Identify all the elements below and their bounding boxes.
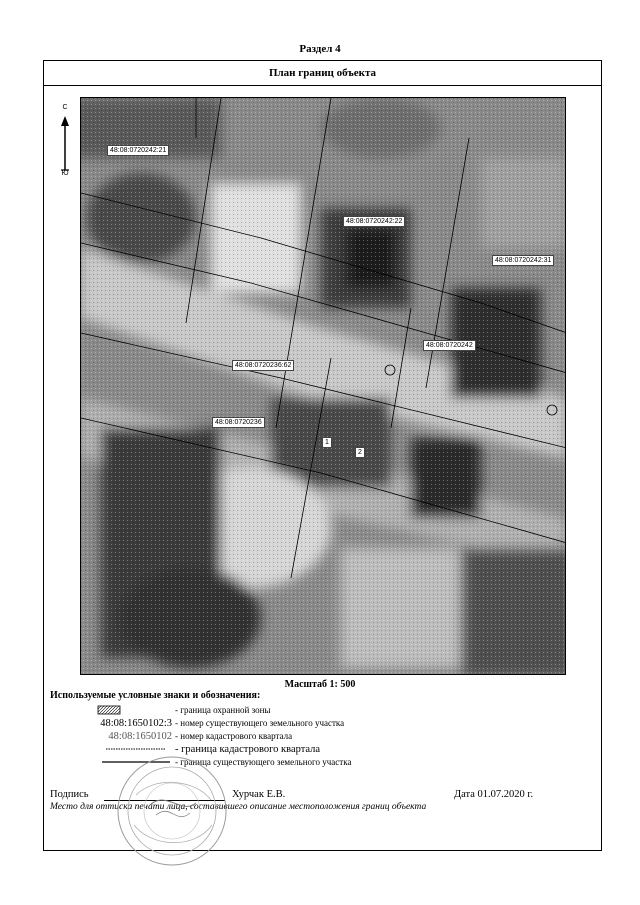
map-scale: Масштаб 1: 500: [284, 679, 356, 690]
north-arrow-icon: [57, 116, 73, 176]
legend-text: - номер существующего земельного участка: [175, 718, 345, 728]
legend-text: - номер кадастрового квартала: [175, 731, 293, 741]
point-mark: 2: [355, 447, 365, 458]
protection-zone-symbol: [46, 704, 178, 717]
legend-title: Используемые условные знаки и обозначения:: [50, 690, 261, 701]
legend-text: - граница существующего земельного участка: [175, 757, 352, 767]
compass-north-label: С: [62, 104, 68, 111]
parcel-label: 48:08:0720242: [423, 340, 476, 351]
legend-item: [46, 743, 476, 756]
legend-item: [46, 717, 476, 730]
parcel-label: 48:08:0720236:62: [232, 360, 294, 371]
parcel-label: 48:08:0720242:31: [492, 255, 554, 266]
quarter-number-symbol: 48:08:1650102: [108, 731, 172, 742]
signer-name: Хурчак Е.В.: [232, 789, 286, 800]
legend-item: [46, 730, 476, 743]
legend-item: [46, 704, 476, 717]
parcel-label: 48:08:0720236: [212, 417, 265, 428]
compass: [57, 104, 73, 180]
legend-item: [46, 756, 476, 769]
legend-text: - граница кадастрового квартала: [175, 744, 321, 755]
signature-date: Дата 01.07.2020 г.: [454, 789, 534, 800]
seal-stamp-icon: [116, 755, 228, 867]
point-mark: 1: [322, 437, 332, 448]
frame-title: План границ объекта: [44, 61, 601, 86]
legend-text: - граница охранной зоны: [175, 705, 271, 715]
parcel-label: 48:08:0720242:21: [107, 145, 169, 156]
signature-label: Подпись: [50, 789, 89, 800]
stamp-note: Место для оттиска печати лица, составившего описание местоположения границ объекта: [50, 802, 427, 812]
aerial-photo: [81, 98, 566, 675]
aerial-map: [80, 97, 566, 675]
section-title: Раздел 4: [299, 43, 341, 55]
parcel-label: 48:08:0720242:22: [343, 216, 405, 227]
parcel-number-symbol: 48:08:1650102:3: [100, 718, 172, 729]
compass-south-label: Ю: [61, 170, 69, 177]
